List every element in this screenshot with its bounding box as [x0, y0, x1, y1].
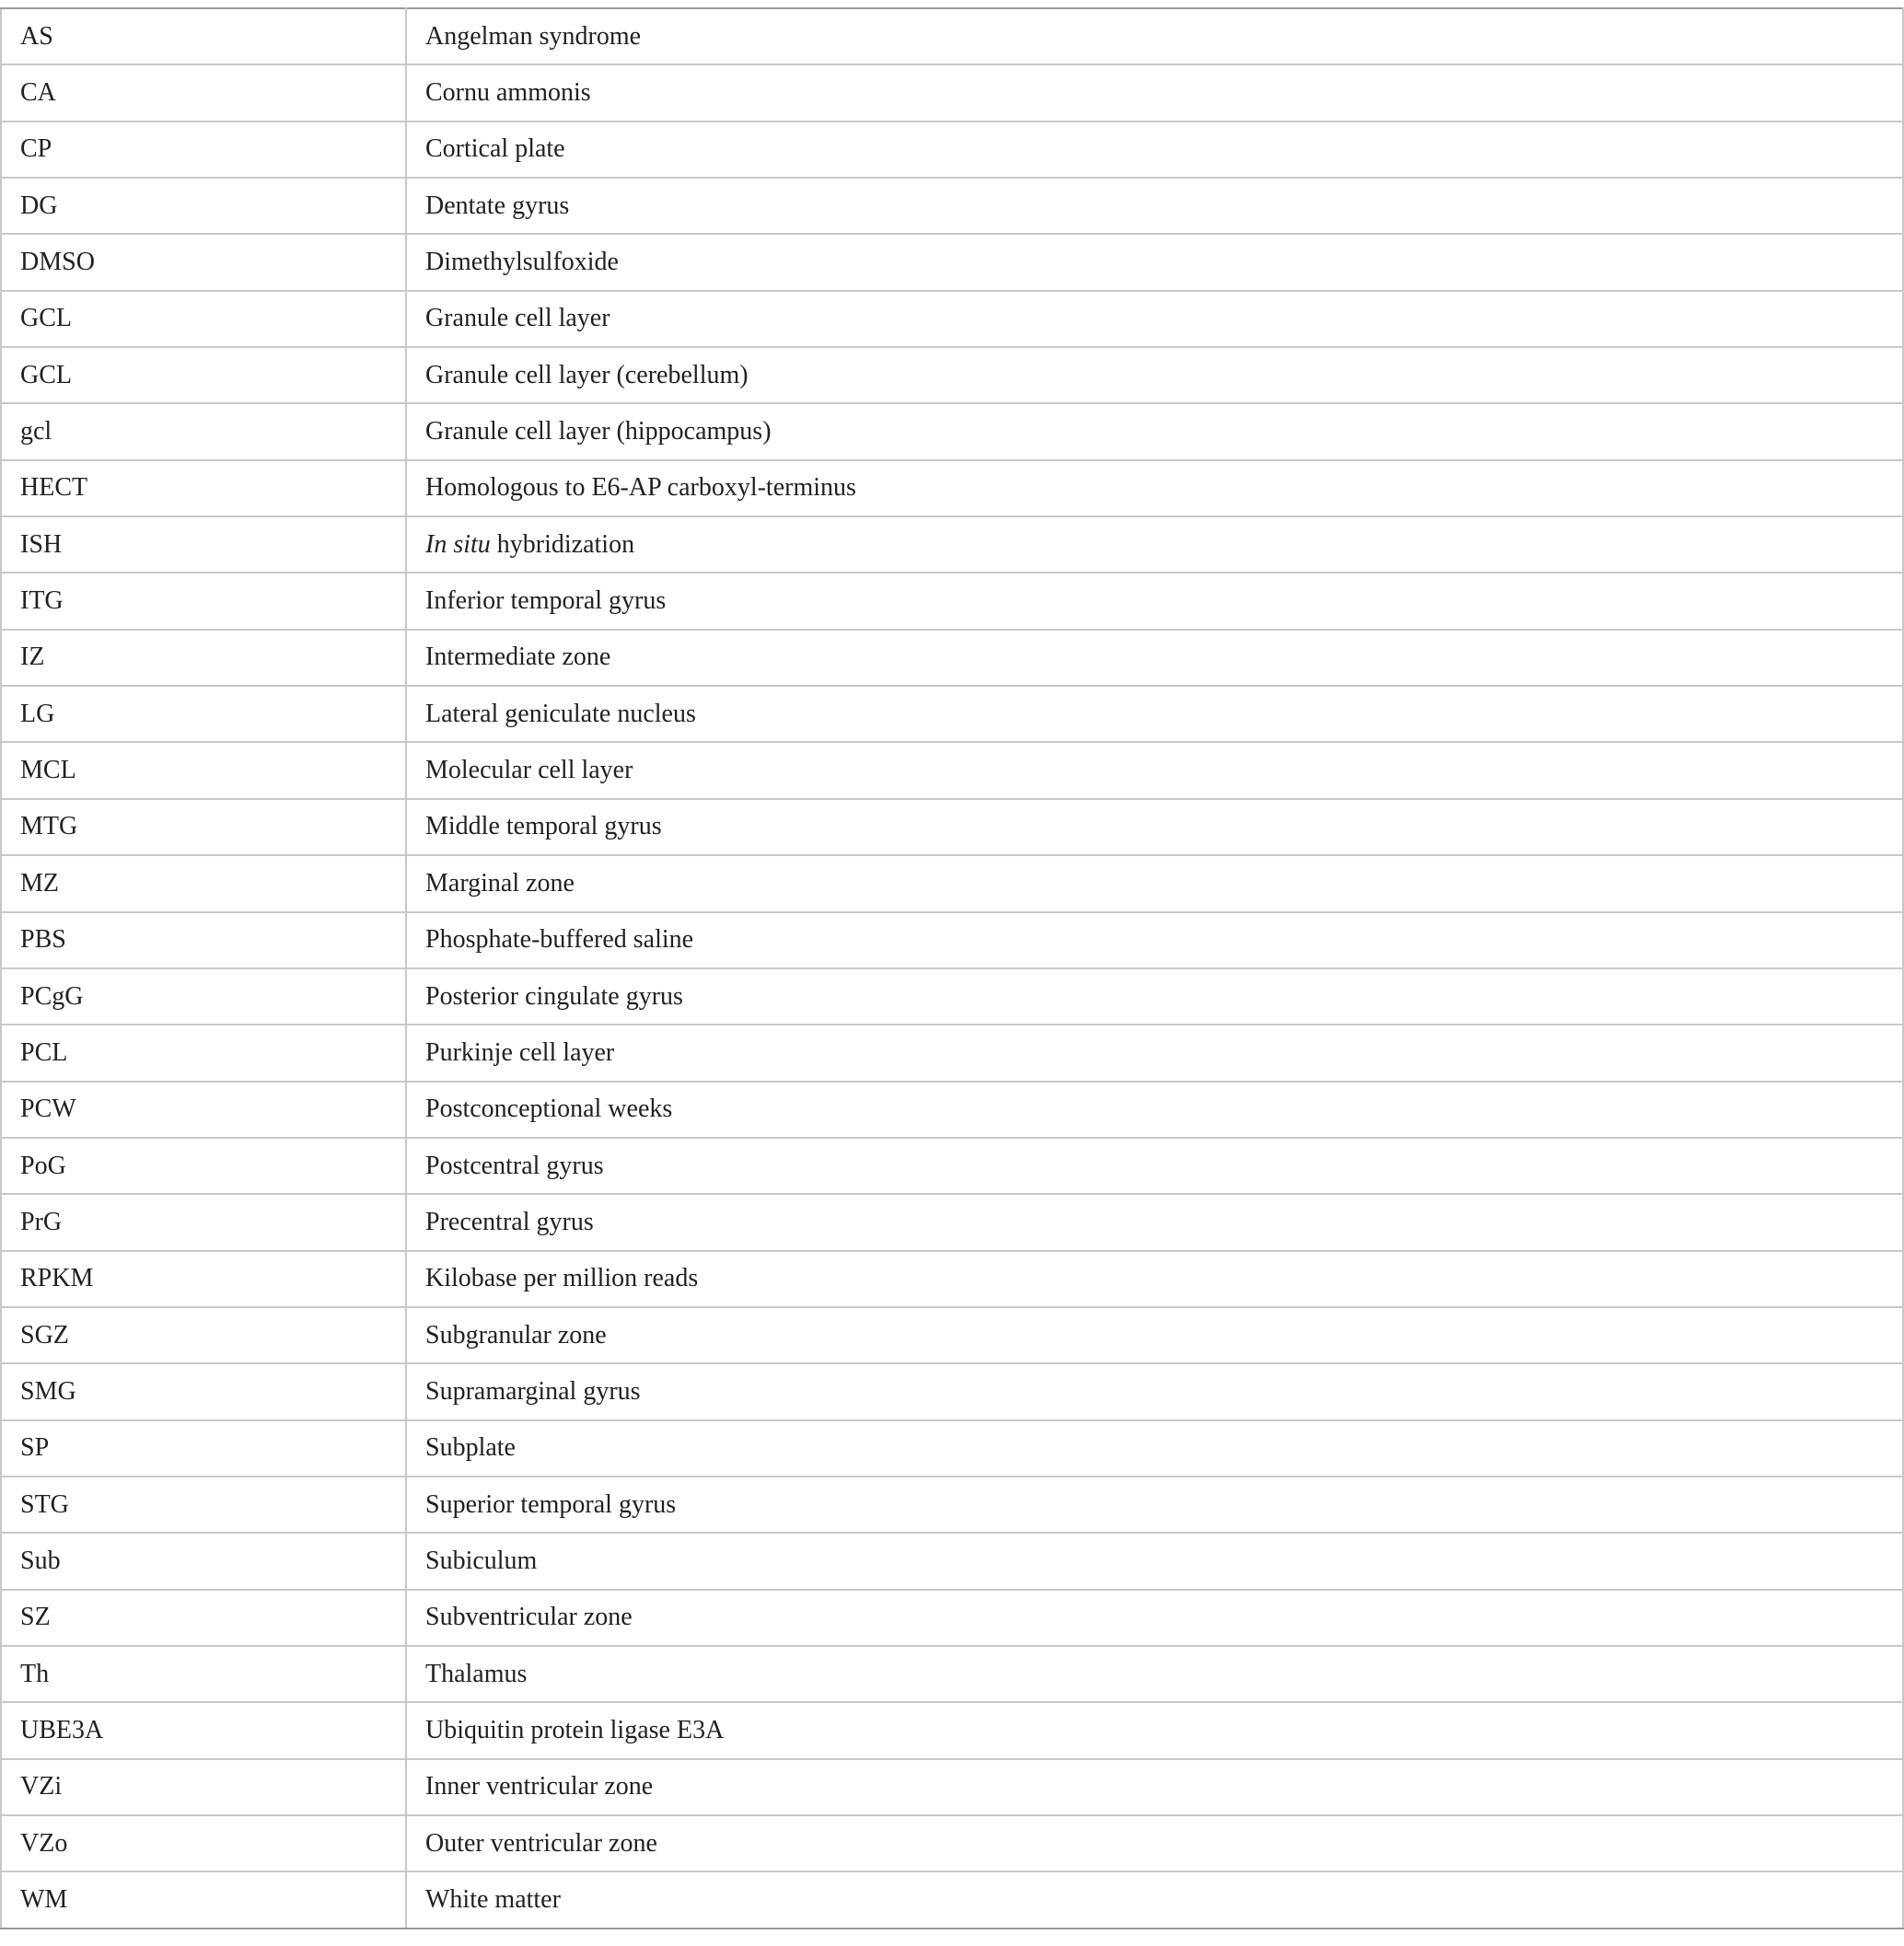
definition-cell: Dentate gyrus [406, 178, 1903, 234]
table-row [1, 403, 1903, 459]
table-row [1, 1194, 1903, 1250]
table-row [1, 8, 1903, 64]
table-row [1, 1815, 1903, 1871]
abbreviation-cell: CP [1, 122, 406, 178]
table-row [1, 122, 1903, 178]
abbreviation-cell: PrG [1, 1194, 406, 1250]
abbreviation-cell: MCL [1, 742, 406, 798]
abbreviation-cell: GCL [1, 291, 406, 347]
definition-cell: Subgranular zone [406, 1307, 1903, 1363]
table-row [1, 855, 1903, 911]
definition-cell: Homologous to E6-AP carboxyl-terminus [406, 460, 1903, 516]
table-row [1, 1759, 1903, 1815]
abbreviation-cell: LG [1, 686, 406, 742]
definition-cell: Inner ventricular zone [406, 1759, 1903, 1815]
abbreviation-cell: DMSO [1, 234, 406, 290]
definition-cell: Postconceptional weeks [406, 1082, 1903, 1138]
definition-cell: Dimethylsulfoxide [406, 234, 1903, 290]
table-row [1, 968, 1903, 1025]
table-row [1, 1533, 1903, 1589]
abbreviations-table [0, 7, 1904, 1929]
definition-cell: Subiculum [406, 1533, 1903, 1589]
definition-text: hybridization [490, 529, 635, 559]
definition-cell: Outer ventricular zone [406, 1815, 1903, 1871]
abbreviation-cell: AS [1, 8, 406, 64]
definition-cell: Subplate [406, 1420, 1903, 1477]
table-row [1, 742, 1903, 798]
table-row [1, 799, 1903, 855]
table-row [1, 1025, 1903, 1081]
abbreviation-cell: RPKM [1, 1251, 406, 1307]
definition-cell: Marginal zone [406, 855, 1903, 911]
abbreviation-cell: SP [1, 1420, 406, 1477]
abbreviation-cell: Sub [1, 1533, 406, 1589]
abbreviation-cell: PCgG [1, 968, 406, 1025]
definition-cell: Middle temporal gyrus [406, 799, 1903, 855]
abbreviation-cell: WM [1, 1871, 406, 1928]
abbreviation-cell: gcl [1, 403, 406, 459]
table-row [1, 1871, 1903, 1928]
definition-cell: Lateral geniculate nucleus [406, 686, 1903, 742]
definition-cell: Ubiquitin protein ligase E3A [406, 1702, 1903, 1758]
table-row [1, 178, 1903, 234]
definition-cell [406, 516, 1903, 573]
table-row [1, 234, 1903, 290]
definition-cell: Phosphate-buffered saline [406, 912, 1903, 968]
abbreviation-cell: PCL [1, 1025, 406, 1081]
definition-cell: Cortical plate [406, 122, 1903, 178]
abbreviation-cell: GCL [1, 347, 406, 403]
abbreviation-cell: DG [1, 178, 406, 234]
definition-cell: Inferior temporal gyrus [406, 573, 1903, 629]
definition-cell: Purkinje cell layer [406, 1025, 1903, 1081]
abbreviation-cell: PBS [1, 912, 406, 968]
abbreviation-cell: Th [1, 1646, 406, 1702]
definition-cell: Intermediate zone [406, 630, 1903, 686]
abbreviation-cell: ITG [1, 573, 406, 629]
definition-italic-text: In situ [425, 529, 491, 559]
abbreviation-cell: ISH [1, 516, 406, 573]
abbreviations-table-container [0, 7, 1902, 1929]
abbreviation-cell: MZ [1, 855, 406, 911]
table-row [1, 1251, 1903, 1307]
table-row [1, 460, 1903, 516]
table-row [1, 1363, 1903, 1419]
definition-cell: Thalamus [406, 1646, 1903, 1702]
abbreviation-cell: UBE3A [1, 1702, 406, 1758]
abbreviations-table-body [1, 8, 1903, 1929]
table-row [1, 1307, 1903, 1363]
abbreviation-cell: STG [1, 1477, 406, 1533]
definition-cell: Angelman syndrome [406, 8, 1903, 64]
table-row [1, 64, 1903, 121]
table-row [1, 347, 1903, 403]
definition-cell: Posterior cingulate gyrus [406, 968, 1903, 1025]
abbreviation-cell: SZ [1, 1590, 406, 1646]
table-row [1, 1138, 1903, 1194]
definition-cell: Granule cell layer (hippocampus) [406, 403, 1903, 459]
definition-cell: Precentral gyrus [406, 1194, 1903, 1250]
abbreviation-cell: MTG [1, 799, 406, 855]
definition-cell: Granule cell layer (cerebellum) [406, 347, 1903, 403]
abbreviation-cell: SGZ [1, 1307, 406, 1363]
table-row [1, 573, 1903, 629]
definition-cell: Supramarginal gyrus [406, 1363, 1903, 1419]
abbreviation-cell: VZi [1, 1759, 406, 1815]
table-row [1, 912, 1903, 968]
table-row [1, 1420, 1903, 1477]
table-row [1, 686, 1903, 742]
table-row [1, 1590, 1903, 1646]
abbreviation-cell: VZo [1, 1815, 406, 1871]
table-row [1, 516, 1903, 573]
table-row [1, 291, 1903, 347]
abbreviation-cell: PoG [1, 1138, 406, 1194]
table-row [1, 630, 1903, 686]
definition-cell: Subventricular zone [406, 1590, 1903, 1646]
definition-cell: Kilobase per million reads [406, 1251, 1903, 1307]
definition-cell: Superior temporal gyrus [406, 1477, 1903, 1533]
table-row [1, 1646, 1903, 1702]
definition-cell: Postcentral gyrus [406, 1138, 1903, 1194]
abbreviation-cell: SMG [1, 1363, 406, 1419]
table-row [1, 1702, 1903, 1758]
abbreviation-cell: CA [1, 64, 406, 121]
definition-cell: Cornu ammonis [406, 64, 1903, 121]
abbreviation-cell: IZ [1, 630, 406, 686]
definition-cell: White matter [406, 1871, 1903, 1928]
abbreviation-cell: PCW [1, 1082, 406, 1138]
definition-cell: Granule cell layer [406, 291, 1903, 347]
table-row [1, 1477, 1903, 1533]
table-row [1, 1082, 1903, 1138]
definition-cell: Molecular cell layer [406, 742, 1903, 798]
abbreviation-cell: HECT [1, 460, 406, 516]
